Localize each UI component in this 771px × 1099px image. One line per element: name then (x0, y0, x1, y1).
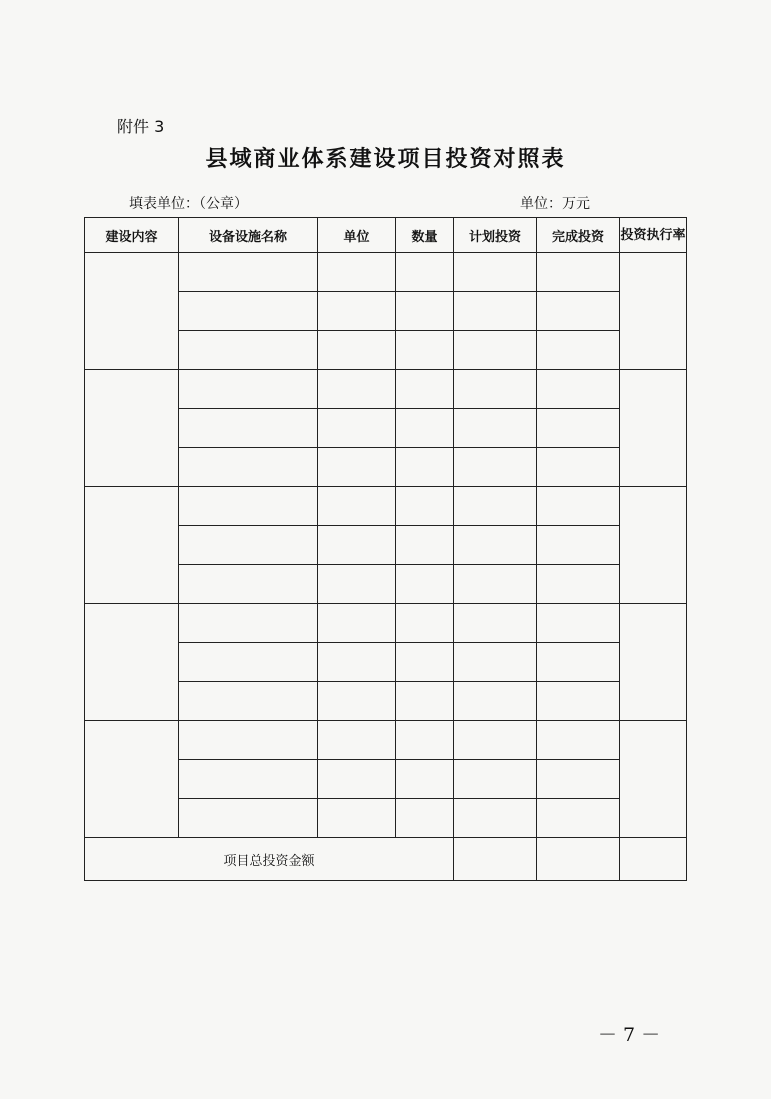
completed-investment-cell[interactable] (537, 487, 620, 526)
unit-cell[interactable] (318, 487, 396, 526)
quantity-cell[interactable] (396, 253, 454, 292)
planned-investment-cell[interactable] (454, 331, 537, 370)
quantity-cell[interactable] (396, 604, 454, 643)
equipment-name-cell[interactable] (179, 331, 318, 370)
quantity-cell[interactable] (396, 370, 454, 409)
header-quantity: 数量 (396, 218, 454, 253)
planned-investment-cell[interactable] (454, 604, 537, 643)
construction-content-cell[interactable] (85, 604, 179, 721)
unit-cell[interactable] (318, 799, 396, 838)
equipment-name-cell[interactable] (179, 526, 318, 565)
planned-investment-cell[interactable] (454, 409, 537, 448)
annex-label: 附件 3 (117, 117, 165, 136)
header-planned-investment: 计划投资 (454, 218, 537, 253)
equipment-name-cell[interactable] (179, 487, 318, 526)
equipment-name-cell[interactable] (179, 448, 318, 487)
unit-cell[interactable] (318, 760, 396, 799)
total-execution-rate-cell[interactable] (620, 838, 687, 881)
equipment-name-cell[interactable] (179, 760, 318, 799)
unit-cell[interactable] (318, 682, 396, 721)
planned-investment-cell[interactable] (454, 370, 537, 409)
quantity-cell[interactable] (396, 448, 454, 487)
header-completed-investment: 完成投资 (537, 218, 620, 253)
planned-investment-cell[interactable] (454, 565, 537, 604)
unit-cell[interactable] (318, 253, 396, 292)
execution-rate-cell[interactable] (620, 604, 687, 721)
total-investment-label: 项目总投资金额 (85, 838, 454, 881)
completed-investment-cell[interactable] (537, 799, 620, 838)
unit-cell[interactable] (318, 370, 396, 409)
quantity-cell[interactable] (396, 487, 454, 526)
execution-rate-cell[interactable] (620, 253, 687, 370)
equipment-name-cell[interactable] (179, 409, 318, 448)
unit-cell[interactable] (318, 565, 396, 604)
completed-investment-cell[interactable] (537, 682, 620, 721)
completed-investment-cell[interactable] (537, 370, 620, 409)
header-execution-rate: 投资执行率 (620, 218, 687, 253)
completed-investment-cell[interactable] (537, 565, 620, 604)
execution-rate-cell[interactable] (620, 487, 687, 604)
planned-investment-cell[interactable] (454, 760, 537, 799)
header-unit: 单位 (318, 218, 396, 253)
equipment-name-cell[interactable] (179, 370, 318, 409)
total-completed-investment-cell[interactable] (537, 838, 620, 881)
planned-investment-cell[interactable] (454, 292, 537, 331)
quantity-cell[interactable] (396, 331, 454, 370)
quantity-cell[interactable] (396, 799, 454, 838)
planned-investment-cell[interactable] (454, 643, 537, 682)
quantity-cell[interactable] (396, 721, 454, 760)
equipment-name-cell[interactable] (179, 643, 318, 682)
unit-cell[interactable] (318, 643, 396, 682)
completed-investment-cell[interactable] (537, 643, 620, 682)
planned-investment-cell[interactable] (454, 526, 537, 565)
unit-cell[interactable] (318, 292, 396, 331)
investment-table (84, 217, 687, 881)
quantity-cell[interactable] (396, 292, 454, 331)
unit-cell[interactable] (318, 409, 396, 448)
unit-cell[interactable] (318, 448, 396, 487)
quantity-cell[interactable] (396, 526, 454, 565)
construction-content-cell[interactable] (85, 487, 179, 604)
construction-content-cell[interactable] (85, 721, 179, 838)
money-unit-label: 单位：万元 (520, 196, 590, 212)
total-planned-investment-cell[interactable] (454, 838, 537, 881)
page-title: 县域商业体系建设项目投资对照表 (205, 146, 566, 172)
planned-investment-cell[interactable] (454, 487, 537, 526)
unit-cell[interactable] (318, 526, 396, 565)
page-number: － 7 － (598, 1024, 661, 1046)
planned-investment-cell[interactable] (454, 721, 537, 760)
completed-investment-cell[interactable] (537, 253, 620, 292)
completed-investment-cell[interactable] (537, 760, 620, 799)
completed-investment-cell[interactable] (537, 604, 620, 643)
table-header-row (85, 218, 687, 253)
equipment-name-cell[interactable] (179, 292, 318, 331)
fill-unit-label: 填表单位：（公章） (129, 196, 248, 212)
unit-cell[interactable] (318, 604, 396, 643)
equipment-name-cell[interactable] (179, 253, 318, 292)
table-row (85, 604, 687, 643)
equipment-name-cell[interactable] (179, 604, 318, 643)
equipment-name-cell[interactable] (179, 799, 318, 838)
execution-rate-cell[interactable] (620, 721, 687, 838)
completed-investment-cell[interactable] (537, 292, 620, 331)
quantity-cell[interactable] (396, 643, 454, 682)
quantity-cell[interactable] (396, 409, 454, 448)
planned-investment-cell[interactable] (454, 448, 537, 487)
quantity-cell[interactable] (396, 565, 454, 604)
completed-investment-cell[interactable] (537, 721, 620, 760)
completed-investment-cell[interactable] (537, 331, 620, 370)
planned-investment-cell[interactable] (454, 253, 537, 292)
table-row (85, 487, 687, 526)
completed-investment-cell[interactable] (537, 409, 620, 448)
equipment-name-cell[interactable] (179, 682, 318, 721)
quantity-cell[interactable] (396, 682, 454, 721)
construction-content-cell[interactable] (85, 370, 179, 487)
completed-investment-cell[interactable] (537, 526, 620, 565)
quantity-cell[interactable] (396, 760, 454, 799)
execution-rate-cell[interactable] (620, 370, 687, 487)
header-equipment-name: 设备设施名称 (179, 218, 318, 253)
planned-investment-cell[interactable] (454, 799, 537, 838)
completed-investment-cell[interactable] (537, 448, 620, 487)
planned-investment-cell[interactable] (454, 682, 537, 721)
unit-cell[interactable] (318, 331, 396, 370)
construction-content-cell[interactable] (85, 253, 179, 370)
total-row (85, 838, 687, 881)
header-construction-content: 建设内容 (85, 218, 179, 253)
equipment-name-cell[interactable] (179, 721, 318, 760)
table-row (85, 721, 687, 760)
unit-cell[interactable] (318, 721, 396, 760)
table-row (85, 370, 687, 409)
equipment-name-cell[interactable] (179, 565, 318, 604)
table-row (85, 253, 687, 292)
